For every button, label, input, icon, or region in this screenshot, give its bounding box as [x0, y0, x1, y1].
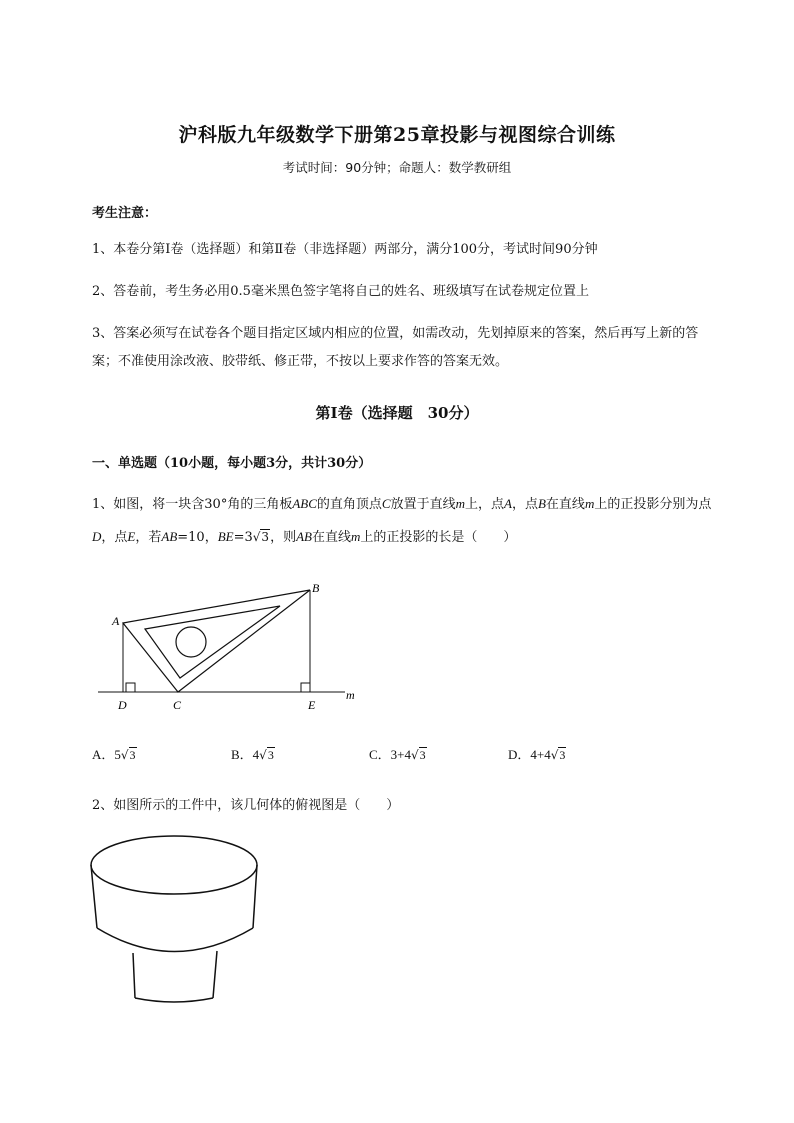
outer-triangle [123, 590, 310, 692]
q1-var: m [455, 496, 465, 511]
q1-var: E [127, 529, 136, 544]
section-title: 第I卷（选择题 30分） [315, 404, 479, 422]
part-heading: 一、单选题（10小题，每小题3分，共计30分） [92, 456, 372, 471]
right-angle-D [126, 683, 135, 692]
q1-var: D [92, 529, 102, 544]
ruler-hole [176, 627, 206, 657]
q1-var: B [537, 496, 546, 511]
right-angle-E [301, 683, 310, 692]
q1-text: 上，点 [464, 497, 504, 512]
exam-info: 考试时间：90分钟；命题人：数学教研组 [282, 160, 512, 175]
label-A: A [112, 614, 120, 628]
q1-text: =10， [177, 530, 218, 545]
q1-text: 上的正投影的长是（ ） [360, 530, 517, 545]
q1-text: 上的正投影分别为点 [594, 497, 712, 512]
label-m: m [346, 688, 355, 702]
q1-var: m [584, 496, 595, 511]
question-2: 2、如图所示的工件中，该几何体的俯视图是（ ） [92, 798, 400, 813]
notice-item-2: 2、答卷前，考生务必用0.5毫米黑色签字笔将自己的姓名、班级填写在试卷规定位置上 [92, 284, 589, 299]
q1-text: =3 [233, 530, 253, 545]
q1-var: m [350, 529, 361, 544]
inner-triangle [145, 606, 280, 678]
q1-text: ，点 [101, 530, 128, 545]
q1-text: 在直线 [311, 530, 351, 545]
label-D: D [118, 698, 127, 712]
q1-text: 在直线 [545, 497, 585, 512]
q1-text: 放置于直线 [390, 497, 456, 512]
page-title: 沪科版九年级数学下册第25章投影与视图综合训练 [178, 124, 616, 146]
option-c[interactable]: C．3+4√3 [369, 747, 426, 762]
question-1 [92, 488, 717, 554]
sqrt-expression: √3 [252, 530, 270, 544]
notice-heading: 考生注意： [92, 206, 158, 221]
q1-var: AB [296, 529, 312, 544]
q1-var: ABC [292, 496, 317, 511]
q1-text: ，则 [270, 530, 297, 545]
notice-item-1: 1、本卷分第I卷（选择题）和第Ⅱ卷（非选择题）两部分，满分100分，考试时间90分钟 [92, 242, 598, 257]
workpiece-figure [85, 830, 275, 1010]
q1-text: 1、如图，将一块含30°角的三角板 [92, 497, 293, 512]
cylinder-top [91, 836, 257, 894]
q1-var: A [504, 496, 512, 511]
base-bottom [135, 998, 213, 1002]
label-C: C [173, 698, 182, 712]
q1-text: ，点 [511, 497, 538, 512]
q1-var: AB [161, 529, 178, 544]
notice-item-3: 3、答案必须写在试卷各个题目指定区域内相应的位置，如需改动，先划掉原来的答案，然后再写上新的答案；不准使用涂改液、胶带纸、修正带，不按以上要求作答的答案无效。 [92, 326, 699, 369]
option-b[interactable]: B．4√3 [231, 747, 274, 762]
option-d[interactable]: D．4+4√3 [508, 747, 566, 762]
q1-var: C [381, 496, 391, 511]
label-E: E [308, 698, 316, 712]
q1-text: 的直角顶点 [316, 497, 382, 512]
option-a[interactable]: A．5√3 [92, 747, 136, 762]
label-B: B [312, 581, 320, 595]
q1-var: BE [217, 529, 234, 544]
triangle-figure [90, 575, 370, 715]
q1-text: ，若 [135, 530, 162, 545]
cylinder-bottom [97, 928, 253, 952]
